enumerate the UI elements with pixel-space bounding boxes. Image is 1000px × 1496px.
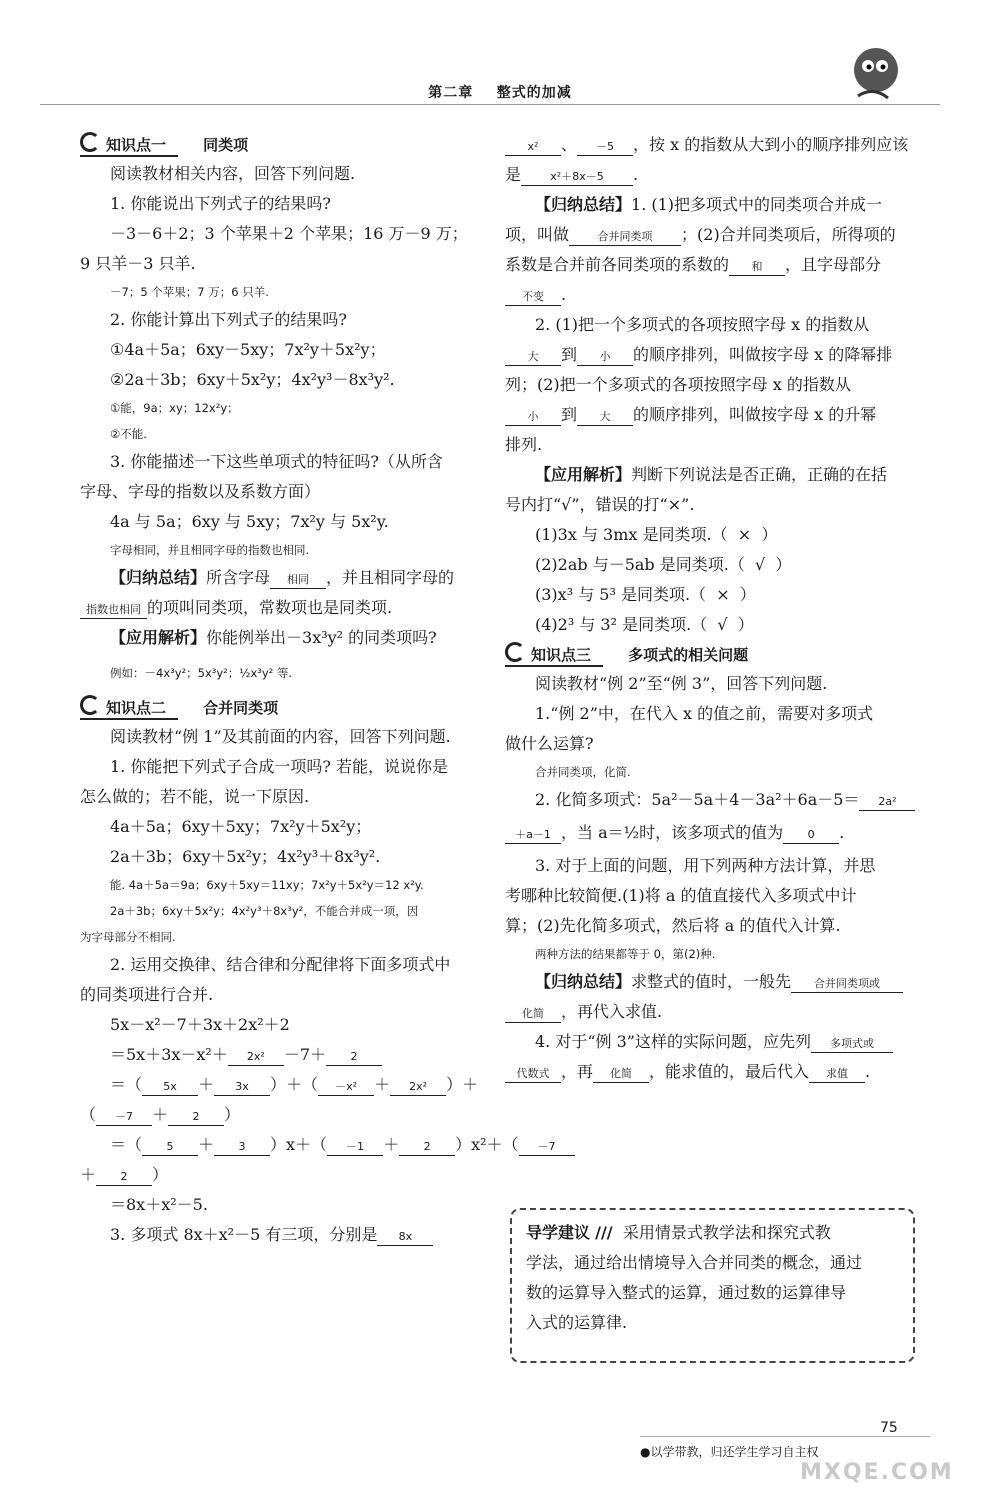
s3-q1a: 1.“例 2”中，在代入 x 的值之前，需要对多项式 (535, 704, 874, 723)
s1-q1a: －3－6＋2；3 个苹果＋2 个苹果；16 万－9 万； (110, 224, 468, 243)
judge-3: (3)x³ 与 5³ 是同类项.（ × ） (535, 585, 756, 604)
watermark: MXQE.COM (800, 1460, 954, 1485)
s1-a1: －7；5 个苹果；7 万；6 只羊. (110, 285, 269, 299)
s1-application: 【应用解析】你能例举出－3x³y² 的同类项吗? (110, 628, 437, 647)
s3-q3c: 算；(2)先化简多项式，然后将 a 的值代入计算. (505, 916, 841, 935)
s1-a3: 字母相同，并且相同字母的指数也相同. (110, 543, 310, 557)
r-sum-8: 小 到 大 的顺序排列，叫做按字母 x 的升幂 (505, 400, 925, 430)
s1-app-answer: 例如：－4x³y²；5x³y²；½x³y² 等. (110, 666, 293, 680)
s2-q1a: 1. 你能把下列式子合成一项吗? 若能，说说你是 (110, 757, 449, 776)
guide-line-1: 导学建议 /// 采用情景式教学法和探究式教 (526, 1223, 831, 1242)
s2-e4: （ －7 ＋ 2 ） (80, 1105, 241, 1124)
s1-a2a: ①能，9a；xy；12x²y； (110, 401, 239, 415)
s3-summary: 【归纳总结】求整式的值时，一般先 合并同类项或 (505, 967, 925, 997)
page-number: 75 (880, 1420, 898, 1436)
s2-e7: ＝8x＋x²－5. (110, 1195, 208, 1214)
guide-tag: 导学建议 (526, 1223, 591, 1242)
section-1-name: 同类项 (203, 136, 249, 154)
guide-box (510, 1208, 915, 1363)
s3-a3: 两种方法的结果都等于 0，第(2)种. (535, 947, 716, 961)
s2-q1b: 怎么做的；若不能，说一下原因. (80, 787, 310, 806)
s3-q2c: ＋a－1 ，当 a＝½时，该多项式的值为 0 . (505, 815, 925, 851)
guide-line-4: 入式的运算律. (526, 1313, 628, 1332)
guide-line-2: 学法，通过给出情境导入合并同类的概念，通过 (526, 1253, 863, 1272)
page-header (0, 82, 1000, 102)
s2-q2a: 2. 运用交换律、结合律和分配律将下面多项式中 (110, 955, 451, 974)
s1-q1: 1. 你能说出下列式子的结果吗? (110, 194, 331, 213)
r-sum-7: 列；(2)把一个多项式的各项按照字母 x 的指数从 (505, 375, 851, 394)
section-2-heading: 知识点二 合并同类项 (80, 693, 470, 722)
s3-q3a: 3. 对于上面的问题，用下列两种方法计算，并思 (535, 856, 876, 875)
s1-summary-2: 指数也相同 的项叫同类项，常数项也是同类项. (80, 593, 470, 623)
moon-icon (505, 642, 525, 662)
s3-a1: 合并同类项，化简. (535, 765, 631, 779)
s3-intro: 阅读教材“例 2”至“例 3”，回答下列问题. (535, 674, 828, 693)
s3-summary-2: 化简 ，再代入求值. (505, 997, 925, 1027)
section-3-heading: 知识点三 多项式的相关问题 (505, 640, 925, 669)
s2-q3: 3. 多项式 8x＋x²－5 有三项，分别是 8x (80, 1220, 470, 1250)
r-app-1: 【应用解析】判断下列说法是否正确，正确的在括 (535, 465, 888, 484)
s1-intro: 阅读教材相关内容，回答下列问题. (110, 164, 356, 183)
s1-q1b: 9 只羊－3 只羊. (80, 254, 196, 273)
r-sum-5: 2. (1)把一个多项式的各项按照字母 x 的指数从 (535, 315, 870, 334)
r-sum-3: 系数是合并前各同类项的系数的 和 ，且字母部分 (505, 255, 882, 274)
s1-q2b: ②2a＋3b；6xy＋5x²y；4x²y³－8x³y². (110, 370, 395, 389)
s2-a1b: 2a＋3b；6xy＋5x²y；4x²y³＋8x³y²，不能合并成一项，因 (110, 904, 419, 918)
s2-a1c: 为字母部分不相同. (80, 930, 176, 944)
s2-e5: ＝（ 5 ＋ 3 ）x＋（ －1 ＋ 2 ）x²＋（ －7 (80, 1130, 470, 1160)
s2-e2: ＝5x＋3x－x²＋ 2x² －7＋ 2 (80, 1040, 470, 1070)
judge-2: (2)2ab 与－5ab 是同类项.（ √ ） (535, 555, 792, 574)
right-column (505, 130, 925, 1087)
s1-q2: 2. 你能计算出下列式子的结果吗? (110, 310, 347, 329)
r-sum-4: 不变 . (505, 280, 925, 310)
s2-e1: 5x－x²－7＋3x＋2x²＋2 (110, 1015, 290, 1034)
s1-q3a: 3. 你能描述一下这些单项式的特征吗?（从所含 (110, 452, 443, 471)
s2-q2b: 的同类项进行合并. (80, 985, 214, 1004)
chapter-title: 整式的加减 (496, 85, 572, 101)
judge-4: (4)2³ 与 3² 是同类项.（ √ ） (535, 615, 754, 634)
judge-1: (1)3x 与 3mx 是同类项.（ × ） (535, 525, 778, 544)
s2-a1a: 能. 4a＋5a＝9a；6xy＋5xy＝11xy；7x²y＋5x²y＝12 x²y. (110, 878, 424, 892)
s1-summary: 【归纳总结】所含字母 相同 ，并且相同字母的 (110, 568, 455, 587)
r-sum-6: 大 到 小 的顺序排列，叫做按字母 x 的降幂排 (505, 340, 925, 370)
s3-q1b: 做什么运算? (505, 734, 594, 753)
r-sum-9: 排列. (505, 435, 543, 454)
s3-q4: 4. 对于“例 3”这样的实际问题，应先列 多项式或 (505, 1027, 925, 1057)
s2-intro: 阅读教材“例 1”及其前面的内容，回答下列问题. (110, 727, 451, 746)
footer-slogan: ●以学带教，归还学生学习自主权 (640, 1436, 930, 1460)
s2-q1c: 4a＋5a；6xy＋5xy；7x²y＋5x²y； (110, 817, 372, 836)
section-2-name: 合并同类项 (203, 699, 279, 717)
r-l2: 是 x²＋8x－5 . (505, 165, 639, 184)
section-3-name: 多项式的相关问题 (628, 646, 749, 664)
s1-q2a: ①4a＋5a；6xy－5xy；7x²y＋5x²y； (110, 340, 386, 359)
s2-q1d: 2a＋3b；6xy＋5x²y；4x²y³＋8x³y². (110, 847, 381, 866)
s3-q2: 2. 化简多项式：5a²－5a＋4－3a²＋6a－5＝ 2a² (505, 785, 925, 815)
s1-a2b: ②不能. (110, 427, 147, 441)
moon-icon (80, 132, 100, 152)
s2-e6: ＋ 2 ） (80, 1165, 169, 1184)
moon-icon (80, 695, 100, 715)
s3-q3b: 考哪种比较简便.(1)将 a 的值直接代入多项式中计 (505, 886, 857, 905)
r-sum-2: 项，叫做 合并同类项 ；(2)合并同类项后，所得项的 (505, 225, 896, 244)
chapter-number: 第二章 (428, 85, 474, 101)
section-1-heading: 知识点一 同类项 (80, 130, 470, 159)
r-app-2: 号内打“√”，错误的打“×”. (505, 495, 695, 514)
s3-q4b: 代数式 ，再 化简 ，能求值的，最后代入 求值 . (505, 1057, 925, 1087)
s2-e3: ＝（ 5x ＋ 3x ）＋（ －x² ＋ 2x² ）＋ (110, 1075, 479, 1094)
r-l1: x² 、 －5 ，按 x 的指数从大到小的顺序排列应该 (505, 130, 925, 160)
s1-q3c: 4a 与 5a；6xy 与 5xy；7x²y 与 5x²y. (110, 512, 389, 531)
guide-line-3: 数的运算导入整式的运算，通过数的运算律导 (526, 1283, 847, 1302)
r-sum-1: 【归纳总结】1. (1)把多项式中的同类项合并成一 (535, 195, 883, 214)
s1-q3b: 字母、字母的指数以及系数方面） (80, 482, 321, 501)
header-rule (40, 104, 940, 105)
